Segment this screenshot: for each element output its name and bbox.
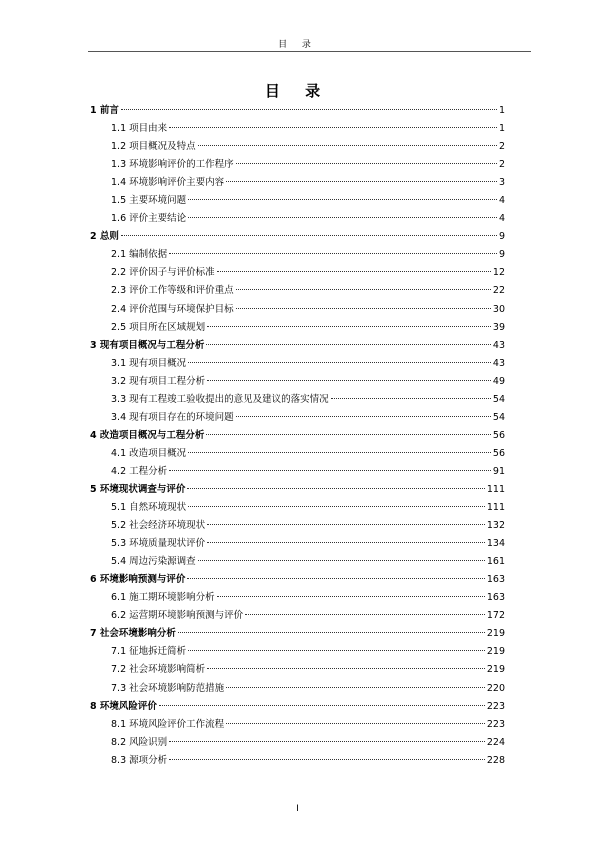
toc-dot-leader: [236, 163, 497, 164]
toc-entry-page: 9: [498, 249, 505, 261]
toc-entry-page: 219: [486, 664, 505, 676]
toc-dot-leader: [236, 308, 491, 309]
toc-entry-label: 7.2 社会环境影响简析: [111, 664, 206, 676]
toc-dot-leader: [169, 741, 485, 742]
toc-dot-leader: [187, 488, 484, 489]
toc-dot-leader: [187, 578, 484, 579]
toc-entry[interactable]: [90, 481, 505, 499]
toc-dot-leader: [226, 723, 485, 724]
toc-entry-page: 30: [492, 303, 505, 315]
toc-dot-leader: [217, 596, 485, 597]
toc-dot-leader: [188, 452, 491, 453]
toc-entry[interactable]: [90, 535, 505, 553]
toc-entry[interactable]: [90, 553, 505, 571]
toc-entry-label: 8.1 环境风险评价工作流程: [111, 718, 225, 730]
toc-entry[interactable]: [90, 355, 505, 373]
toc-dot-leader: [207, 542, 485, 543]
toc-entry-page: 161: [486, 556, 505, 568]
toc-entry[interactable]: [90, 102, 505, 120]
toc-entry-page: 56: [492, 429, 505, 441]
toc-dot-leader: [207, 668, 485, 669]
toc-entry[interactable]: [90, 120, 505, 138]
toc-entry[interactable]: [90, 427, 505, 445]
toc-entry[interactable]: [90, 517, 505, 535]
toc-entry-label: 3.1 现有项目概况: [111, 357, 187, 369]
toc-entry[interactable]: [90, 373, 505, 391]
toc-dot-leader: [188, 217, 497, 218]
toc-dot-leader: [206, 344, 490, 345]
toc-dot-leader: [207, 524, 485, 525]
toc-entry[interactable]: [90, 625, 505, 643]
toc-entry-label: 3.3 现有工程竣工验收提出的意见及建议的落实情况: [111, 393, 329, 405]
toc-entry-label: 2.5 项目所在区域规划: [111, 321, 206, 333]
toc-entry-label: 7.3 社会环境影响防范措施: [111, 682, 225, 694]
toc-entry-page: 3: [498, 177, 505, 189]
toc-entry-page: 1: [498, 123, 505, 135]
toc-entry-label: 2.3 评价工作等级和评价重点: [111, 285, 234, 297]
toc-entry-page: 2: [498, 159, 505, 171]
toc-entry-page: 43: [492, 339, 505, 351]
toc-dot-leader: [245, 614, 485, 615]
header-rule: [88, 51, 531, 52]
toc-entry-page: 220: [486, 682, 505, 694]
toc-entry-page: 49: [492, 375, 505, 387]
toc-entry-label: 8.3 源项分析: [111, 754, 168, 766]
toc-entry-label: 4.2 工程分析: [111, 465, 168, 477]
toc-entry[interactable]: [90, 716, 505, 734]
toc-entry[interactable]: [90, 445, 505, 463]
toc-entry[interactable]: [90, 752, 505, 770]
toc-entry-page: 56: [492, 447, 505, 459]
toc-entry-label: 3 现有项目概况与工程分析: [90, 339, 205, 351]
toc-entry-page: 134: [486, 538, 505, 550]
toc-entry-page: 111: [486, 502, 505, 514]
toc-entry-label: 2 总则: [90, 231, 119, 243]
toc-entry-page: 111: [486, 483, 505, 495]
toc-entry-label: 1.1 项目由来: [111, 123, 168, 135]
toc-entry-label: 4.1 改造项目概况: [111, 447, 187, 459]
toc-entry-page: 228: [486, 754, 505, 766]
toc-title: 目 录: [264, 82, 331, 100]
toc-entry[interactable]: [90, 499, 505, 517]
toc-dot-leader: [226, 181, 497, 182]
toc-dot-leader: [169, 759, 485, 760]
toc-entry[interactable]: [90, 337, 505, 355]
page-header: 目 录: [278, 40, 317, 50]
toc-entry-page: 219: [486, 628, 505, 640]
toc-entry-label: 1.5 主要环境问题: [111, 195, 187, 207]
toc-entry-label: 2.2 评价因子与评价标准: [111, 267, 215, 279]
toc-entry-page: 4: [498, 213, 505, 225]
toc-entry[interactable]: [90, 156, 505, 174]
toc-entry-label: 1.4 环境影响评价主要内容: [111, 177, 225, 189]
toc-entry-page: 224: [486, 736, 505, 748]
toc-entry-label: 1 前言: [90, 105, 119, 116]
toc-dot-leader: [207, 326, 491, 327]
toc-entry-label: 8.2 风险识别: [111, 736, 168, 748]
toc-entry[interactable]: [90, 589, 505, 607]
toc-dot-leader: [207, 380, 491, 381]
toc-entry-label: 5.1 自然环境现状: [111, 502, 187, 514]
toc-dot-leader: [226, 687, 485, 688]
toc-dot-leader: [236, 289, 491, 290]
toc-entry-label: 3.2 现有项目工程分析: [111, 375, 206, 387]
toc-entry[interactable]: [90, 680, 505, 698]
toc-entry[interactable]: [90, 138, 505, 156]
toc-entry-page: 1: [498, 105, 505, 116]
toc-entry-page: 12: [492, 267, 505, 279]
toc-entry-page: 172: [486, 610, 505, 622]
toc-entry-page: 54: [492, 393, 505, 405]
toc-dot-leader: [236, 416, 491, 417]
toc-entry[interactable]: [90, 734, 505, 752]
toc-dot-leader: [159, 705, 485, 706]
toc-entry-label: 2.1 编制依据: [111, 249, 168, 261]
toc-dot-leader: [188, 506, 485, 507]
toc-entry[interactable]: [90, 301, 505, 319]
toc-entry-page: 163: [486, 592, 505, 604]
toc-entry-label: 1.3 环境影响评价的工作程序: [111, 159, 234, 171]
toc-entry-page: 9: [498, 231, 505, 243]
toc-entry-label: 4 改造项目概况与工程分析: [90, 429, 205, 441]
toc-entry-label: 7 社会环境影响分析: [90, 628, 176, 640]
toc-dot-leader: [217, 271, 491, 272]
toc-dot-leader: [169, 470, 491, 471]
toc-dot-leader: [178, 632, 485, 633]
toc-entry[interactable]: [90, 391, 505, 409]
toc-entry-label: 5.4 周边污染源调查: [111, 556, 196, 568]
toc-entry-page: 39: [492, 321, 505, 333]
toc-dot-leader: [198, 560, 485, 561]
toc-entry-page: 132: [486, 520, 505, 532]
toc-entry[interactable]: [90, 607, 505, 625]
toc-entry[interactable]: [90, 643, 505, 661]
toc-entry[interactable]: [90, 661, 505, 679]
toc-entry-label: 6.2 运营期环境影响预测与评价: [111, 610, 244, 622]
toc-entry[interactable]: [90, 571, 505, 589]
toc-entry[interactable]: [90, 463, 505, 481]
toc-dot-leader: [169, 127, 497, 128]
table-of-contents: [90, 102, 505, 770]
toc-entry[interactable]: [90, 409, 505, 427]
toc-entry-label: 5.2 社会经济环境现状: [111, 520, 206, 532]
toc-entry-label: 6 环境影响预测与评价: [90, 574, 186, 586]
toc-dot-leader: [188, 199, 497, 200]
toc-dot-leader: [206, 434, 490, 435]
toc-entry-label: 7.1 征地拆迁简析: [111, 646, 187, 658]
toc-entry-label: 5 环境现状调查与评价: [90, 483, 186, 495]
toc-entry-page: 219: [486, 646, 505, 658]
toc-entry-page: 43: [492, 357, 505, 369]
toc-entry-page: 91: [492, 465, 505, 477]
toc-entry-page: 4: [498, 195, 505, 207]
toc-entry-label: 1.6 评价主要结论: [111, 213, 187, 225]
toc-entry[interactable]: [90, 192, 505, 210]
toc-dot-leader: [121, 235, 497, 236]
toc-entry-label: 6.1 施工期环境影响分析: [111, 592, 215, 604]
toc-dot-leader: [331, 398, 491, 399]
toc-entry-page: 2: [498, 141, 505, 153]
toc-entry-page: 163: [486, 574, 505, 586]
toc-entry-label: 2.4 评价范围与环境保护目标: [111, 303, 234, 315]
toc-entry[interactable]: [90, 282, 505, 300]
toc-entry-label: 8 环境风险评价: [90, 700, 157, 712]
page-number: I: [296, 804, 299, 814]
toc-dot-leader: [169, 253, 497, 254]
toc-entry[interactable]: [90, 228, 505, 246]
toc-dot-leader: [188, 362, 491, 363]
toc-entry-page: 223: [486, 700, 505, 712]
toc-dot-leader: [198, 145, 497, 146]
toc-entry-label: 1.2 项目概况及特点: [111, 141, 196, 153]
toc-entry-page: 223: [486, 718, 505, 730]
toc-entry[interactable]: [90, 264, 505, 282]
toc-entry-label: 5.3 环境质量现状评价: [111, 538, 206, 550]
toc-entry-page: 54: [492, 411, 505, 423]
toc-entry[interactable]: [90, 698, 505, 716]
toc-dot-leader: [121, 109, 497, 110]
toc-entry-page: 22: [492, 285, 505, 297]
toc-dot-leader: [188, 650, 485, 651]
toc-entry[interactable]: [90, 246, 505, 264]
toc-entry-label: 3.4 现有项目存在的环境问题: [111, 411, 234, 423]
toc-entry[interactable]: [90, 319, 505, 337]
toc-entry[interactable]: [90, 174, 505, 192]
toc-entry[interactable]: [90, 210, 505, 228]
